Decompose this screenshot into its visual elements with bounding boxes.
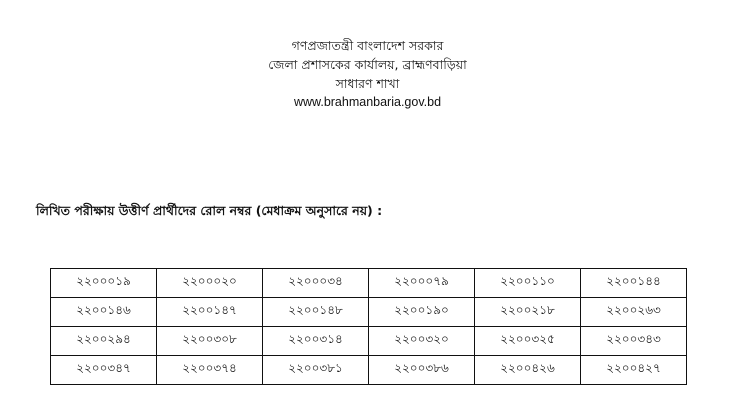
roll-cell: ২২০০৩৪৭: [51, 356, 157, 385]
roll-number-table: [50, 268, 687, 385]
document-header: [0, 36, 735, 112]
table-row: [51, 298, 687, 327]
roll-cell: ২২০০৩২৫: [475, 327, 581, 356]
roll-cell: ২২০০২১৮: [475, 298, 581, 327]
roll-cell: ২২০০৩২০: [369, 327, 475, 356]
roll-cell: ২২০০১৪৬: [51, 298, 157, 327]
roll-cell: ২২০০২৯৪: [51, 327, 157, 356]
table-row: [51, 356, 687, 385]
roll-cell: ২২০০৪২৭: [581, 356, 687, 385]
roll-cell: ২২০০৩১৪: [263, 327, 369, 356]
roll-cell: ২২০০১৯০: [369, 298, 475, 327]
website-url: www.brahmanbaria.gov.bd: [293, 95, 442, 109]
roll-cell: ২২০০০৩৪: [263, 269, 369, 298]
table-row: [51, 269, 687, 298]
roll-cell: ২২০০৩৭৪: [157, 356, 263, 385]
roll-cell: ২২০০১১০: [475, 269, 581, 298]
roll-cell: ২২০০১৪৭: [157, 298, 263, 327]
government-title: গণপ্রজাতন্ত্রী বাংলাদেশ সরকার: [291, 38, 444, 53]
roll-cell: ২২০০১৪৪: [581, 269, 687, 298]
roll-cell: ২২০০০২০: [157, 269, 263, 298]
section-name: সাধারণ শাখা: [335, 76, 400, 91]
table-row: [51, 327, 687, 356]
roll-cell: ২২০০০১৯: [51, 269, 157, 298]
roll-cell: ২২০০০৭৯: [369, 269, 475, 298]
roll-cell: ২২০০১৪৮: [263, 298, 369, 327]
result-notice: লিখিত পরীক্ষায় উত্তীর্ণ প্রার্থীদের রোল নম্বর (মেধাক্রম অনুসারে নয়) :: [36, 203, 383, 218]
roll-cell: ২২০০৩৮৬: [369, 356, 475, 385]
office-name: জেলা প্রশাসকের কার্যালয়, ব্রাহ্মণবাড়িয়া: [268, 57, 467, 72]
roll-cell: ২২০০৩০৮: [157, 327, 263, 356]
roll-cell: ২২০০৩৪৩: [581, 327, 687, 356]
roll-cell: ২২০০৩৮১: [263, 356, 369, 385]
roll-cell: ২২০০৪২৬: [475, 356, 581, 385]
roll-cell: ২২০০২৬৩: [581, 298, 687, 327]
